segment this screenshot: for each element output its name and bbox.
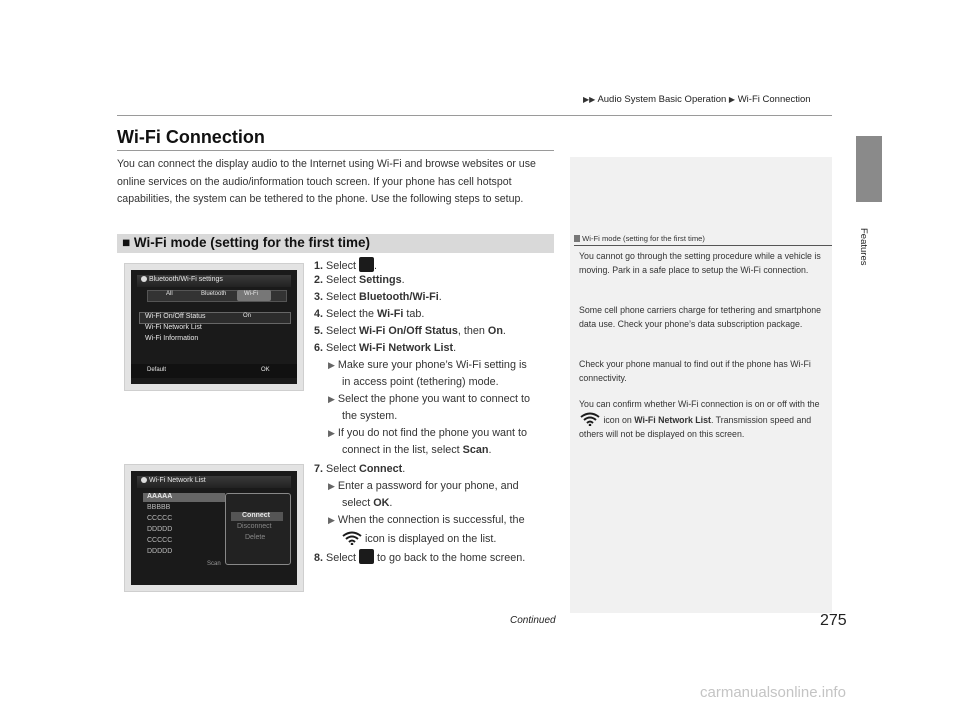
substep-text: . [488,444,492,456]
note-text: icon on [603,414,632,425]
step-keyword: Wi-Fi Network List [359,342,454,354]
substep-cont [342,497,392,509]
substep [328,427,527,439]
substep [328,359,527,371]
ok-button[interactable]: OK [261,367,270,373]
network-item[interactable]: CCCCC [147,537,173,544]
breadcrumb [583,94,811,105]
step-keyword: Settings [359,274,402,286]
step-keyword: Scan [462,444,489,456]
step-keyword: On [487,325,503,337]
arrow-icon: ▶ [328,394,335,404]
step-4 [314,308,424,320]
network-list-screenshot [125,465,303,591]
step-text: Select [326,260,360,272]
step-text: Select [326,291,360,303]
arrow-icon: ▶ [328,360,335,370]
step-text: , then [457,325,488,337]
scan-button[interactable]: Scan [207,561,221,567]
title-divider [117,150,554,151]
substep-text: When the connection is successful, the [337,514,525,526]
step-number: 1. [314,260,324,272]
arrow-icon: ▶ [328,481,335,491]
substep [328,514,525,526]
home-icon [359,549,374,564]
wifi-information-row[interactable]: Wi-Fi Information [145,335,199,342]
disconnect-option[interactable]: Disconnect [237,523,272,530]
wifi-status-value: On [243,313,252,319]
step-number: 8. [314,552,324,564]
step-text: Select [326,552,360,564]
screen-title [141,477,206,484]
settings-screenshot [125,264,303,390]
step-keyword: Wi-Fi [377,308,404,320]
breadcrumb-arrow-icon: ▶ [728,95,736,104]
wifi-icon [342,531,362,545]
arrow-icon: ▶ [328,428,335,438]
step-text: . [502,325,506,337]
step-keyword: Bluetooth/Wi-Fi [359,291,439,303]
substep-text: . [389,497,393,509]
back-icon[interactable] [141,276,147,282]
network-item[interactable]: DDDDD [147,526,173,533]
chapter-tab [856,136,882,202]
intro-paragraph: You can connect the display audio to the Internet using Wi-Fi and browse websites or use online services on the audio/information touch screen. If your phone has cell hotspot capabilities, the system can be tethered to the phone. Use the following steps to setup. [117,158,536,205]
substep [328,393,530,405]
wifi-icon [579,412,601,426]
substep-cont: the system. [342,410,398,422]
connect-option[interactable]: Connect [242,512,270,519]
home-icon [359,257,374,272]
screen-title [141,276,223,283]
step-2 [314,274,405,286]
tab-all[interactable]: All [166,291,173,297]
note-paragraph: Check your phone manual to find out if the phone has Wi-Fi connectivity. [579,359,811,383]
network-item[interactable]: BBBBB [147,504,171,511]
substep-text: If you do not find the phone you want to [337,427,528,439]
network-item[interactable]: CCCCC [147,515,173,522]
note-paragraph: Some cell phone carriers charge for tethering and smartphone data use. Check your phone’s data subscription package. [579,305,822,329]
substep-text: connect in the list, select [342,444,463,456]
section-marker: ■ [122,235,131,250]
wifi-status-row[interactable]: Wi-Fi On/Off Status [145,313,206,320]
back-icon[interactable] [141,477,147,483]
step-5 [314,325,506,337]
default-button[interactable]: Default [147,367,167,373]
chapter-label: Features [858,228,869,266]
step-text: tab. [403,308,425,320]
breadcrumb-current: Wi-Fi Connection [737,94,811,105]
step-text: to go back to the home screen. [374,552,526,564]
step-8 [314,549,525,564]
step-keyword: Wi-Fi On/Off Status [359,325,458,337]
network-item[interactable]: DDDDD [147,548,173,555]
step-text: . [402,463,406,475]
delete-option[interactable]: Delete [245,534,266,541]
note-heading [574,234,705,243]
step-text: . [374,260,378,272]
step-number: 2. [314,274,324,286]
tab-wifi[interactable]: Wi-Fi [244,291,258,297]
substep-cont [342,531,496,545]
substep-cont [342,444,491,456]
substep-text: Enter a password for your phone, and [337,480,519,492]
section-title-text: Wi-Fi mode (setting for the first time) [133,235,371,250]
substep-text: icon is displayed on the list. [365,533,497,545]
substep-text: select [342,497,374,509]
page-number: 275 [820,612,847,629]
step-text: Select [326,463,360,475]
section-title [122,235,370,250]
continued-label: Continued [510,615,556,626]
tab-bluetooth[interactable]: Bluetooth [201,291,227,297]
note-heading-text: Wi-Fi mode (setting for the first time) [582,234,705,243]
substep-cont: in access point (tethering) mode. [342,376,499,388]
screen-title-text: Bluetooth/Wi-Fi settings [148,276,223,283]
breadcrumb-parent[interactable]: Audio System Basic Operation [597,94,727,105]
note-divider [574,245,832,246]
step-keyword: Connect [359,463,403,475]
step-6 [314,342,456,354]
step-text: . [453,342,457,354]
step-number: 6. [314,342,324,354]
step-number: 3. [314,291,324,303]
page-title: Wi-Fi Connection [117,127,265,147]
note-paragraph [579,398,827,441]
network-item[interactable]: AAAAA [147,493,173,500]
step-3 [314,291,442,303]
step-text: . [401,274,405,286]
note-text: You can confirm whether Wi-Fi connection is on or off with the [579,399,820,409]
step-text: Select [326,325,360,337]
arrow-icon: ▶ [328,515,335,525]
step-text: Select [326,274,360,286]
step-keyword: OK [373,497,390,509]
note-marker-icon [574,235,580,242]
step-number: 5. [314,325,324,337]
substep [328,480,519,492]
note-text: . Transmission speed and others will not be displayed on this screen. [579,414,812,439]
step-text: . [438,291,442,303]
breadcrumb-arrow-icon: ▶▶ [583,95,596,104]
step-text: Select the [326,308,378,320]
step-number: 4. [314,308,324,320]
step-number: 7. [314,463,324,475]
watermark: carmanualsonline.info [700,684,846,701]
substep-text: Make sure your phone’s Wi-Fi setting is [337,359,527,371]
step-text: Select [326,342,360,354]
note-paragraph: You cannot go through the setting procedure while a vehicle is moving. Park in a safe place to setup the Wi-Fi connection. [579,251,821,275]
substep-text: Select the phone you want to connect to [337,393,530,405]
header-divider [117,115,832,116]
note-keyword: Wi-Fi Network List [634,414,711,425]
step-1 [314,257,377,272]
screen-title-text: Wi-Fi Network List [148,477,206,484]
wifi-network-list-row[interactable]: Wi-Fi Network List [145,324,202,331]
step-7 [314,463,405,475]
